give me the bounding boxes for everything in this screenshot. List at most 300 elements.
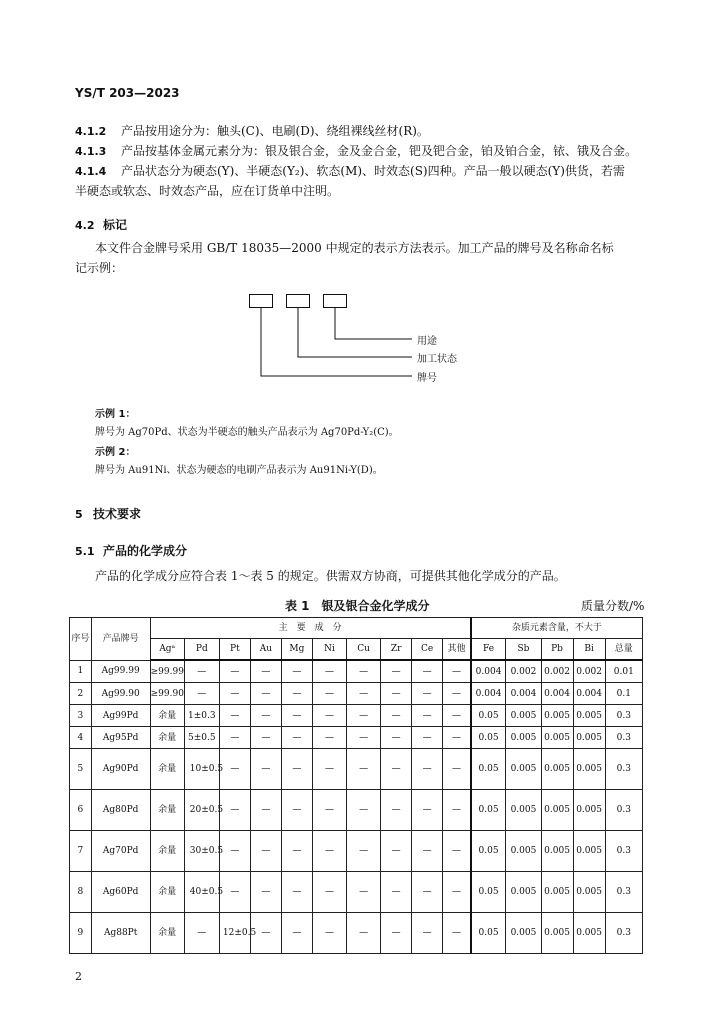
cell-main <box>150 660 184 683</box>
section-5-heading <box>75 503 141 522</box>
cell-impurity-text: 0.3 <box>616 764 631 774</box>
cell-main-text: 余量 <box>158 710 177 721</box>
cell-main-text: — <box>230 805 240 815</box>
cell-main-text: — <box>422 688 432 699</box>
cell-impurity <box>471 705 506 727</box>
table-unit: 质量分数/% <box>581 599 645 613</box>
table-row <box>70 790 643 831</box>
header-impurity: 杂质元素含量，不大于 <box>471 618 643 639</box>
cell-impurity <box>506 790 541 831</box>
cell-main-text: — <box>261 666 271 677</box>
cell-impurity-text: 0.005 <box>544 710 570 721</box>
cell-main-text: — <box>292 710 302 721</box>
cell-main-text: — <box>230 710 240 721</box>
cell-impurity <box>506 872 541 913</box>
cell-main-text: — <box>197 666 207 677</box>
cell-main <box>281 790 312 831</box>
diagram-leader-lines <box>240 305 440 385</box>
section-4-1-4-cont: 半硬态或软态、时效态产品，应在订货单中注明。 <box>75 184 340 198</box>
cell-main <box>412 790 443 831</box>
cell-main-text: 余量 <box>158 846 177 856</box>
cell-main-text: — <box>261 764 271 774</box>
cell-impurity-text: 0.3 <box>616 928 631 938</box>
cell-main <box>250 831 281 872</box>
section-4-2-text-line1: 本文件合金牌号采用 GB/T 18035—2000 中规定的表示方法表示。加工产品的牌号及名称命名标 <box>95 241 614 255</box>
table-row <box>70 749 643 790</box>
cell-seq-text: 8 <box>77 887 84 897</box>
standard-code: YS/T 203—2023 <box>75 86 180 100</box>
cell-main-text: — <box>261 688 271 699</box>
diagram-label-use: 用途 <box>417 336 437 347</box>
cell-seq <box>70 705 92 727</box>
cell-impurity-text: 0.005 <box>544 846 570 856</box>
cell-impurity-text: 0.005 <box>576 805 602 815</box>
cell-main-text: 30±0.5 <box>189 846 224 856</box>
cell-main-text: 12±0.5 <box>222 928 257 938</box>
cell-impurity-text: 0.05 <box>478 887 499 897</box>
cell-main-text: — <box>451 887 461 897</box>
cell-main-text: — <box>324 732 334 743</box>
section-5-1-heading <box>75 540 187 559</box>
table-body <box>70 660 643 954</box>
cell-main-text: 余量 <box>158 732 177 743</box>
cell-impurity-text: 0.005 <box>576 846 602 856</box>
cell-main-text: — <box>261 710 271 721</box>
cell-main <box>250 660 281 683</box>
cell-main-text: — <box>451 846 461 856</box>
cell-main-text: — <box>230 846 240 856</box>
cell-grade-text: Ag95Pd <box>102 732 139 743</box>
cell-main <box>347 660 381 683</box>
cell-main <box>412 913 443 954</box>
cell-main-text: — <box>230 688 240 699</box>
cell-main <box>381 683 412 705</box>
cell-main <box>347 749 381 790</box>
cell-impurity <box>605 872 642 913</box>
cell-main <box>443 705 471 727</box>
col-zr: Zr <box>381 639 412 661</box>
cell-main-text: — <box>292 928 302 938</box>
cell-main <box>184 913 219 954</box>
cell-main-text: — <box>292 666 302 677</box>
cell-grade-text: Ag60Pd <box>102 887 139 897</box>
cell-impurity <box>506 831 541 872</box>
cell-main <box>381 790 412 831</box>
cell-main <box>312 660 346 683</box>
cell-main-text: — <box>324 928 334 938</box>
cell-main-text: — <box>197 928 207 938</box>
cell-impurity-text: 0.005 <box>510 764 537 774</box>
cell-impurity-text: 0.004 <box>475 666 502 677</box>
cell-impurity-text: 0.002 <box>576 666 602 677</box>
cell-main-text: 余量 <box>158 764 177 774</box>
cell-seq <box>70 872 92 913</box>
cell-impurity <box>471 790 506 831</box>
cell-impurity <box>506 705 541 727</box>
cell-impurity-text: 0.05 <box>478 764 499 774</box>
cell-main-text: — <box>422 732 432 743</box>
cell-main <box>381 727 412 749</box>
cell-main <box>281 727 312 749</box>
table-row <box>70 660 643 683</box>
cell-main <box>150 872 184 913</box>
col-pd: Pd <box>184 639 219 661</box>
cell-impurity-text: 0.002 <box>544 666 570 677</box>
cell-main-text: — <box>451 764 461 774</box>
cell-impurity <box>541 683 573 705</box>
cell-impurity-text: 0.005 <box>544 887 570 897</box>
cell-main-text: — <box>292 688 302 699</box>
cell-main <box>443 660 471 683</box>
cell-main <box>381 705 412 727</box>
cell-impurity-text: 0.005 <box>510 732 537 743</box>
col-bi: Bi <box>573 639 605 661</box>
cell-main <box>250 705 281 727</box>
cell-main-text: — <box>359 666 369 677</box>
cell-main <box>219 660 250 683</box>
cell-impurity-text: 0.005 <box>544 928 570 938</box>
cell-impurity-text: 0.004 <box>576 688 602 699</box>
cell-impurity <box>605 660 642 683</box>
table-row <box>70 683 643 705</box>
cell-main-text: 5±0.5 <box>188 732 216 743</box>
cell-main <box>412 831 443 872</box>
cell-impurity <box>605 749 642 790</box>
cell-grade <box>91 872 150 913</box>
cell-main <box>250 872 281 913</box>
cell-seq-text: 2 <box>77 688 84 699</box>
cell-impurity <box>573 683 605 705</box>
cell-main-text: ≥99.99 <box>150 666 184 677</box>
cell-main-text: — <box>451 928 461 938</box>
section-number: 5.1 <box>75 545 95 558</box>
cell-main-text: — <box>292 764 302 774</box>
cell-impurity <box>541 749 573 790</box>
cell-main <box>312 683 346 705</box>
cell-main <box>443 913 471 954</box>
cell-main <box>184 872 224 913</box>
cell-main <box>412 660 443 683</box>
table-row <box>70 705 643 727</box>
cell-main <box>381 913 412 954</box>
cell-main <box>347 913 381 954</box>
cell-main-text: — <box>451 688 461 699</box>
example-2-text: 牌号为 Au91Ni、状态为硬态的电刷产品表示为 Au91Ni-Y(D)。 <box>95 465 383 476</box>
cell-main <box>150 683 184 705</box>
cell-impurity-text: 0.05 <box>478 805 499 815</box>
cell-impurity <box>541 831 573 872</box>
cell-main <box>281 913 312 954</box>
section-text-line1: 产品状态分为硬态(Y)、半硬态(Y₂)、软态(M)、时效态(S)四种。产品一般以硬态(Y)供货，若需 <box>121 164 625 178</box>
cell-main <box>184 727 219 749</box>
cell-main-text: 1±0.3 <box>188 710 216 721</box>
cell-main-text: — <box>324 846 334 856</box>
cell-main-text: — <box>324 688 334 699</box>
cell-main-text: — <box>391 732 401 743</box>
cell-impurity <box>605 831 642 872</box>
example-1-label: 示例 1： <box>95 409 136 420</box>
cell-impurity-text: 0.005 <box>510 928 537 938</box>
cell-main-text: — <box>359 887 369 897</box>
cell-main-text: — <box>261 732 271 743</box>
cell-seq-text: 6 <box>77 805 84 815</box>
cell-main <box>150 749 184 790</box>
cell-impurity-text: 0.004 <box>544 688 570 699</box>
cell-impurity <box>471 683 506 705</box>
table-row <box>70 872 643 913</box>
cell-main-text: — <box>359 764 369 774</box>
cell-main <box>150 705 184 727</box>
cell-impurity <box>471 660 506 683</box>
section-5-1-text: 产品的化学成分应符合表 1～表 5 的规定。供需双方协商，可提供其他化学成分的产品。 <box>95 569 566 583</box>
cell-main-text: — <box>391 666 401 677</box>
cell-main-text: 20±0.5 <box>189 805 224 815</box>
cell-main-text: — <box>422 846 432 856</box>
section-number: 4.2 <box>75 219 95 232</box>
col-au: Au <box>250 639 281 661</box>
cell-main-text: — <box>197 688 207 699</box>
cell-main-text: — <box>391 688 401 699</box>
cell-seq <box>70 727 92 749</box>
col-ni: Ni <box>312 639 346 661</box>
cell-seq <box>70 790 92 831</box>
cell-seq-text: 1 <box>77 666 84 677</box>
diagram-label-state: 加工状态 <box>417 354 457 365</box>
cell-impurity <box>573 790 605 831</box>
cell-main <box>443 727 471 749</box>
cell-main <box>412 727 443 749</box>
cell-impurity-text: 0.005 <box>576 732 602 743</box>
cell-impurity-text: 0.005 <box>576 710 602 721</box>
cell-impurity <box>506 913 541 954</box>
cell-impurity <box>541 660 573 683</box>
cell-main <box>347 705 381 727</box>
cell-impurity <box>573 749 605 790</box>
cell-main <box>184 749 224 790</box>
section-4-2-heading <box>75 214 127 233</box>
cell-main-text: — <box>391 887 401 897</box>
cell-main <box>281 660 312 683</box>
cell-grade <box>91 683 150 705</box>
cell-grade <box>91 831 150 872</box>
cell-main <box>219 790 250 831</box>
cell-main-text: — <box>292 805 302 815</box>
cell-impurity-text: 0.3 <box>616 846 631 856</box>
cell-impurity <box>573 727 605 749</box>
cell-main-text: — <box>422 666 432 677</box>
cell-main <box>312 872 346 913</box>
cell-main-text: — <box>451 666 461 677</box>
cell-main-text: — <box>292 732 302 743</box>
cell-grade-text: Ag99Pd <box>102 710 139 721</box>
cell-impurity-text: 0.005 <box>544 764 570 774</box>
col-pb: Pb <box>541 639 573 661</box>
cell-main <box>219 683 250 705</box>
example-1-text: 牌号为 Ag70Pd、状态为半硬态的触头产品表示为 Ag70Pd-Y₂(C)。 <box>95 427 399 438</box>
table-header-row-2 <box>70 639 643 661</box>
cell-main <box>347 683 381 705</box>
cell-main-text: — <box>324 764 334 774</box>
table-header-row-1 <box>70 618 643 639</box>
cell-seq <box>70 660 92 683</box>
cell-main-text: 余量 <box>158 928 177 938</box>
cell-impurity-text: 0.05 <box>478 710 499 721</box>
cell-main-text: ≥99.90 <box>150 688 184 699</box>
table-caption: 表 1 银及银合金化学成分 <box>285 599 430 613</box>
cell-impurity-text: 0.05 <box>478 928 499 938</box>
cell-impurity <box>573 913 605 954</box>
cell-main <box>381 749 412 790</box>
cell-impurity-text: 0.005 <box>510 887 537 897</box>
cell-grade-text: Ag99.99 <box>101 666 140 677</box>
cell-grade-text: Ag99.90 <box>101 688 140 699</box>
cell-main-text: — <box>422 928 432 938</box>
cell-impurity <box>541 913 573 954</box>
diagram-label-grade: 牌号 <box>417 373 437 384</box>
cell-seq <box>70 831 92 872</box>
cell-impurity <box>605 790 642 831</box>
cell-main <box>312 831 346 872</box>
cell-impurity <box>605 727 642 749</box>
cell-impurity-text: 0.01 <box>613 666 634 677</box>
cell-impurity-text: 0.005 <box>544 805 570 815</box>
cell-main-text: 余量 <box>158 805 177 815</box>
cell-main-text: — <box>451 805 461 815</box>
cell-impurity <box>541 872 573 913</box>
cell-impurity <box>605 705 642 727</box>
cell-main-text: — <box>391 764 401 774</box>
cell-impurity-text: 0.005 <box>544 732 570 743</box>
cell-main <box>412 872 443 913</box>
col-fe: Fe <box>471 639 506 661</box>
cell-grade <box>91 660 150 683</box>
cell-main-text: — <box>261 805 271 815</box>
section-number: 5 <box>75 508 83 521</box>
header-main: 主 要 成 分 <box>150 618 471 639</box>
cell-impurity-text: 0.3 <box>616 887 631 897</box>
cell-main <box>184 660 219 683</box>
cell-impurity <box>541 727 573 749</box>
cell-main <box>347 727 381 749</box>
cell-main <box>381 660 412 683</box>
cell-grade <box>91 727 150 749</box>
section-4-1-2 <box>75 121 429 142</box>
cell-main <box>312 790 346 831</box>
cell-main <box>312 727 346 749</box>
cell-seq-text: 7 <box>77 846 84 856</box>
section-number: 4.1.4 <box>75 165 107 178</box>
cell-impurity-text: 0.3 <box>616 732 631 743</box>
col-cu: Cu <box>347 639 381 661</box>
cell-main <box>219 749 250 790</box>
cell-main-text: — <box>359 732 369 743</box>
cell-main-text: — <box>324 666 334 677</box>
cell-main <box>347 831 381 872</box>
cell-main <box>250 749 281 790</box>
section-text: 产品按基体金属元素分为：银及银合金，金及金合金，钯及钯合金，铂及铂合金，铱、锇及合金。 <box>121 144 638 158</box>
cell-main <box>184 831 224 872</box>
cell-main-text: — <box>359 688 369 699</box>
cell-seq-text: 3 <box>77 710 84 721</box>
cell-main-text: — <box>359 928 369 938</box>
cell-impurity-text: 0.005 <box>576 928 602 938</box>
page-number: 2 <box>75 970 82 983</box>
cell-impurity <box>541 790 573 831</box>
cell-impurity <box>573 831 605 872</box>
col-pt: Pt <box>219 639 250 661</box>
section-text: 产品按用途分为：触头(C)、电刷(D)、绕组裸线丝材(R)。 <box>121 124 429 138</box>
cell-main <box>281 831 312 872</box>
cell-main <box>250 790 281 831</box>
col-sb: Sb <box>506 639 541 661</box>
cell-main-text: — <box>391 928 401 938</box>
cell-main-text: — <box>391 710 401 721</box>
cell-impurity-text: 0.05 <box>478 846 499 856</box>
cell-main-text: 40±0.5 <box>189 887 224 897</box>
cell-impurity <box>506 727 541 749</box>
cell-main <box>281 749 312 790</box>
section-number: 4.1.2 <box>75 125 107 138</box>
cell-main <box>312 749 346 790</box>
cell-impurity-text: 0.005 <box>576 764 602 774</box>
cell-impurity <box>541 705 573 727</box>
table-row <box>70 727 643 749</box>
cell-impurity-text: 0.004 <box>510 688 537 699</box>
cell-impurity-text: 0.005 <box>510 846 537 856</box>
cell-main <box>443 872 471 913</box>
cell-main <box>150 913 184 954</box>
cell-impurity-text: 0.005 <box>510 805 537 815</box>
cell-main <box>312 705 346 727</box>
cell-seq-text: 9 <box>77 928 84 938</box>
cell-main <box>184 683 219 705</box>
table-row <box>70 913 643 954</box>
cell-main <box>381 831 412 872</box>
cell-main <box>219 872 250 913</box>
cell-seq <box>70 683 92 705</box>
section-number: 4.1.3 <box>75 145 107 158</box>
cell-main <box>219 705 250 727</box>
cell-main <box>281 705 312 727</box>
cell-main <box>184 705 219 727</box>
example-2-label: 示例 2： <box>95 447 136 458</box>
cell-main <box>150 831 184 872</box>
section-4-1-3 <box>75 141 637 162</box>
cell-main <box>443 790 471 831</box>
cell-main <box>281 872 312 913</box>
cell-impurity-text: 0.004 <box>475 688 502 699</box>
cell-main <box>219 913 257 954</box>
cell-main <box>347 790 381 831</box>
cell-main <box>443 683 471 705</box>
cell-main-text: — <box>230 887 240 897</box>
cell-seq <box>70 913 92 954</box>
cell-impurity-text: 0.05 <box>478 732 499 743</box>
col-total: 总量 <box>605 639 642 661</box>
cell-impurity <box>573 660 605 683</box>
col-ce: Ce <box>412 639 443 661</box>
cell-impurity <box>573 872 605 913</box>
section-4-2-text-line2: 记示例： <box>75 261 124 275</box>
cell-main-text: — <box>422 764 432 774</box>
cell-main-text: — <box>422 887 432 897</box>
cell-main-text: — <box>261 928 271 938</box>
cell-main-text: — <box>422 805 432 815</box>
cell-main-text: — <box>359 846 369 856</box>
cell-main-text: — <box>292 846 302 856</box>
cell-main <box>281 683 312 705</box>
cell-main-text: — <box>261 887 271 897</box>
